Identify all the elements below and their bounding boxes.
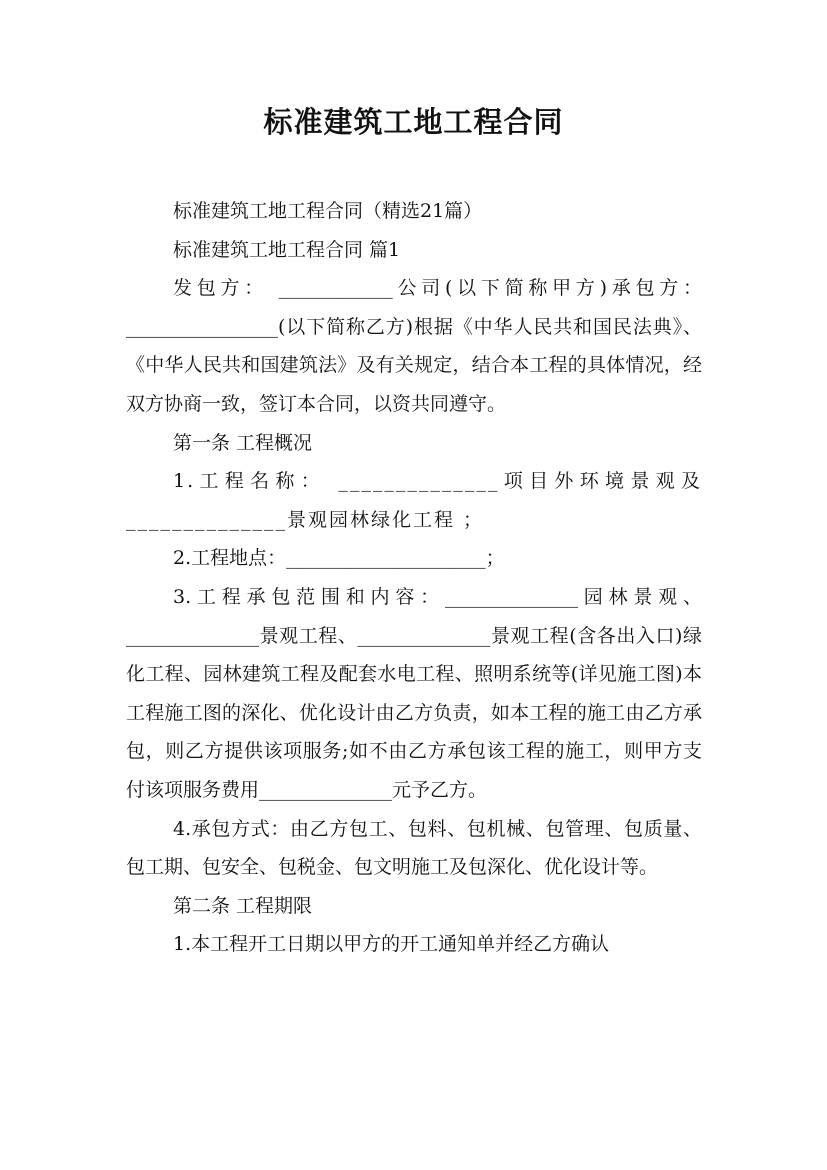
document-title: 标准建筑工地工程合同 — [263, 105, 564, 139]
document-subtitle: 标准建筑工地工程合同（精选21篇） — [173, 200, 483, 222]
article-1-heading: 第一条 工程概况 — [173, 431, 313, 454]
article-2-heading: 第二条 工程期限 — [173, 894, 313, 917]
paragraph-project-location: 2.工程地点：_____________________； — [173, 547, 505, 570]
paragraph-project-scope: 3.工程承包范围和内容：______________园林景观、______________景观工程、______________景观工程(含各出入口)绿化工程、园林建筑工程及配套水电工程、照明系统等(详见施工图)本工程施工图的深化、优化设计由乙方负责，如本工程的施工由乙方承包，则乙方提供该项服务;如不由乙方承包该工程的施工，则甲方支付该项服务费用______________元予乙方。 — [126, 585, 702, 801]
paragraph-project-name: 1.工程名称： ______________项目外环境景观及______________景观园林绿化工程 ； — [126, 470, 702, 531]
paragraph-project-period: 1.本工程开工日期以甲方的开工通知单并经乙方确认 — [173, 933, 610, 956]
paragraph-parties: 发包方： ____________公司(以下简称甲方)承包方：________________(以下简称乙方)根据《中华人民共和国民法典》、《中华人民共和国建筑法》及有关规定，结合本工程的具体情况，经双方协商一致，签订本合同，以资共同遵守。 — [126, 277, 702, 415]
chapter-heading: 标准建筑工地工程合同 篇1 — [173, 238, 401, 261]
paragraph-contract-method: 4.承包方式：由乙方包工、包料、包机械、包管理、包质量、包工期、包安全、包税金、包文明施工及包深化、优化设计等。 — [126, 817, 702, 879]
document-body — [126, 192, 702, 964]
